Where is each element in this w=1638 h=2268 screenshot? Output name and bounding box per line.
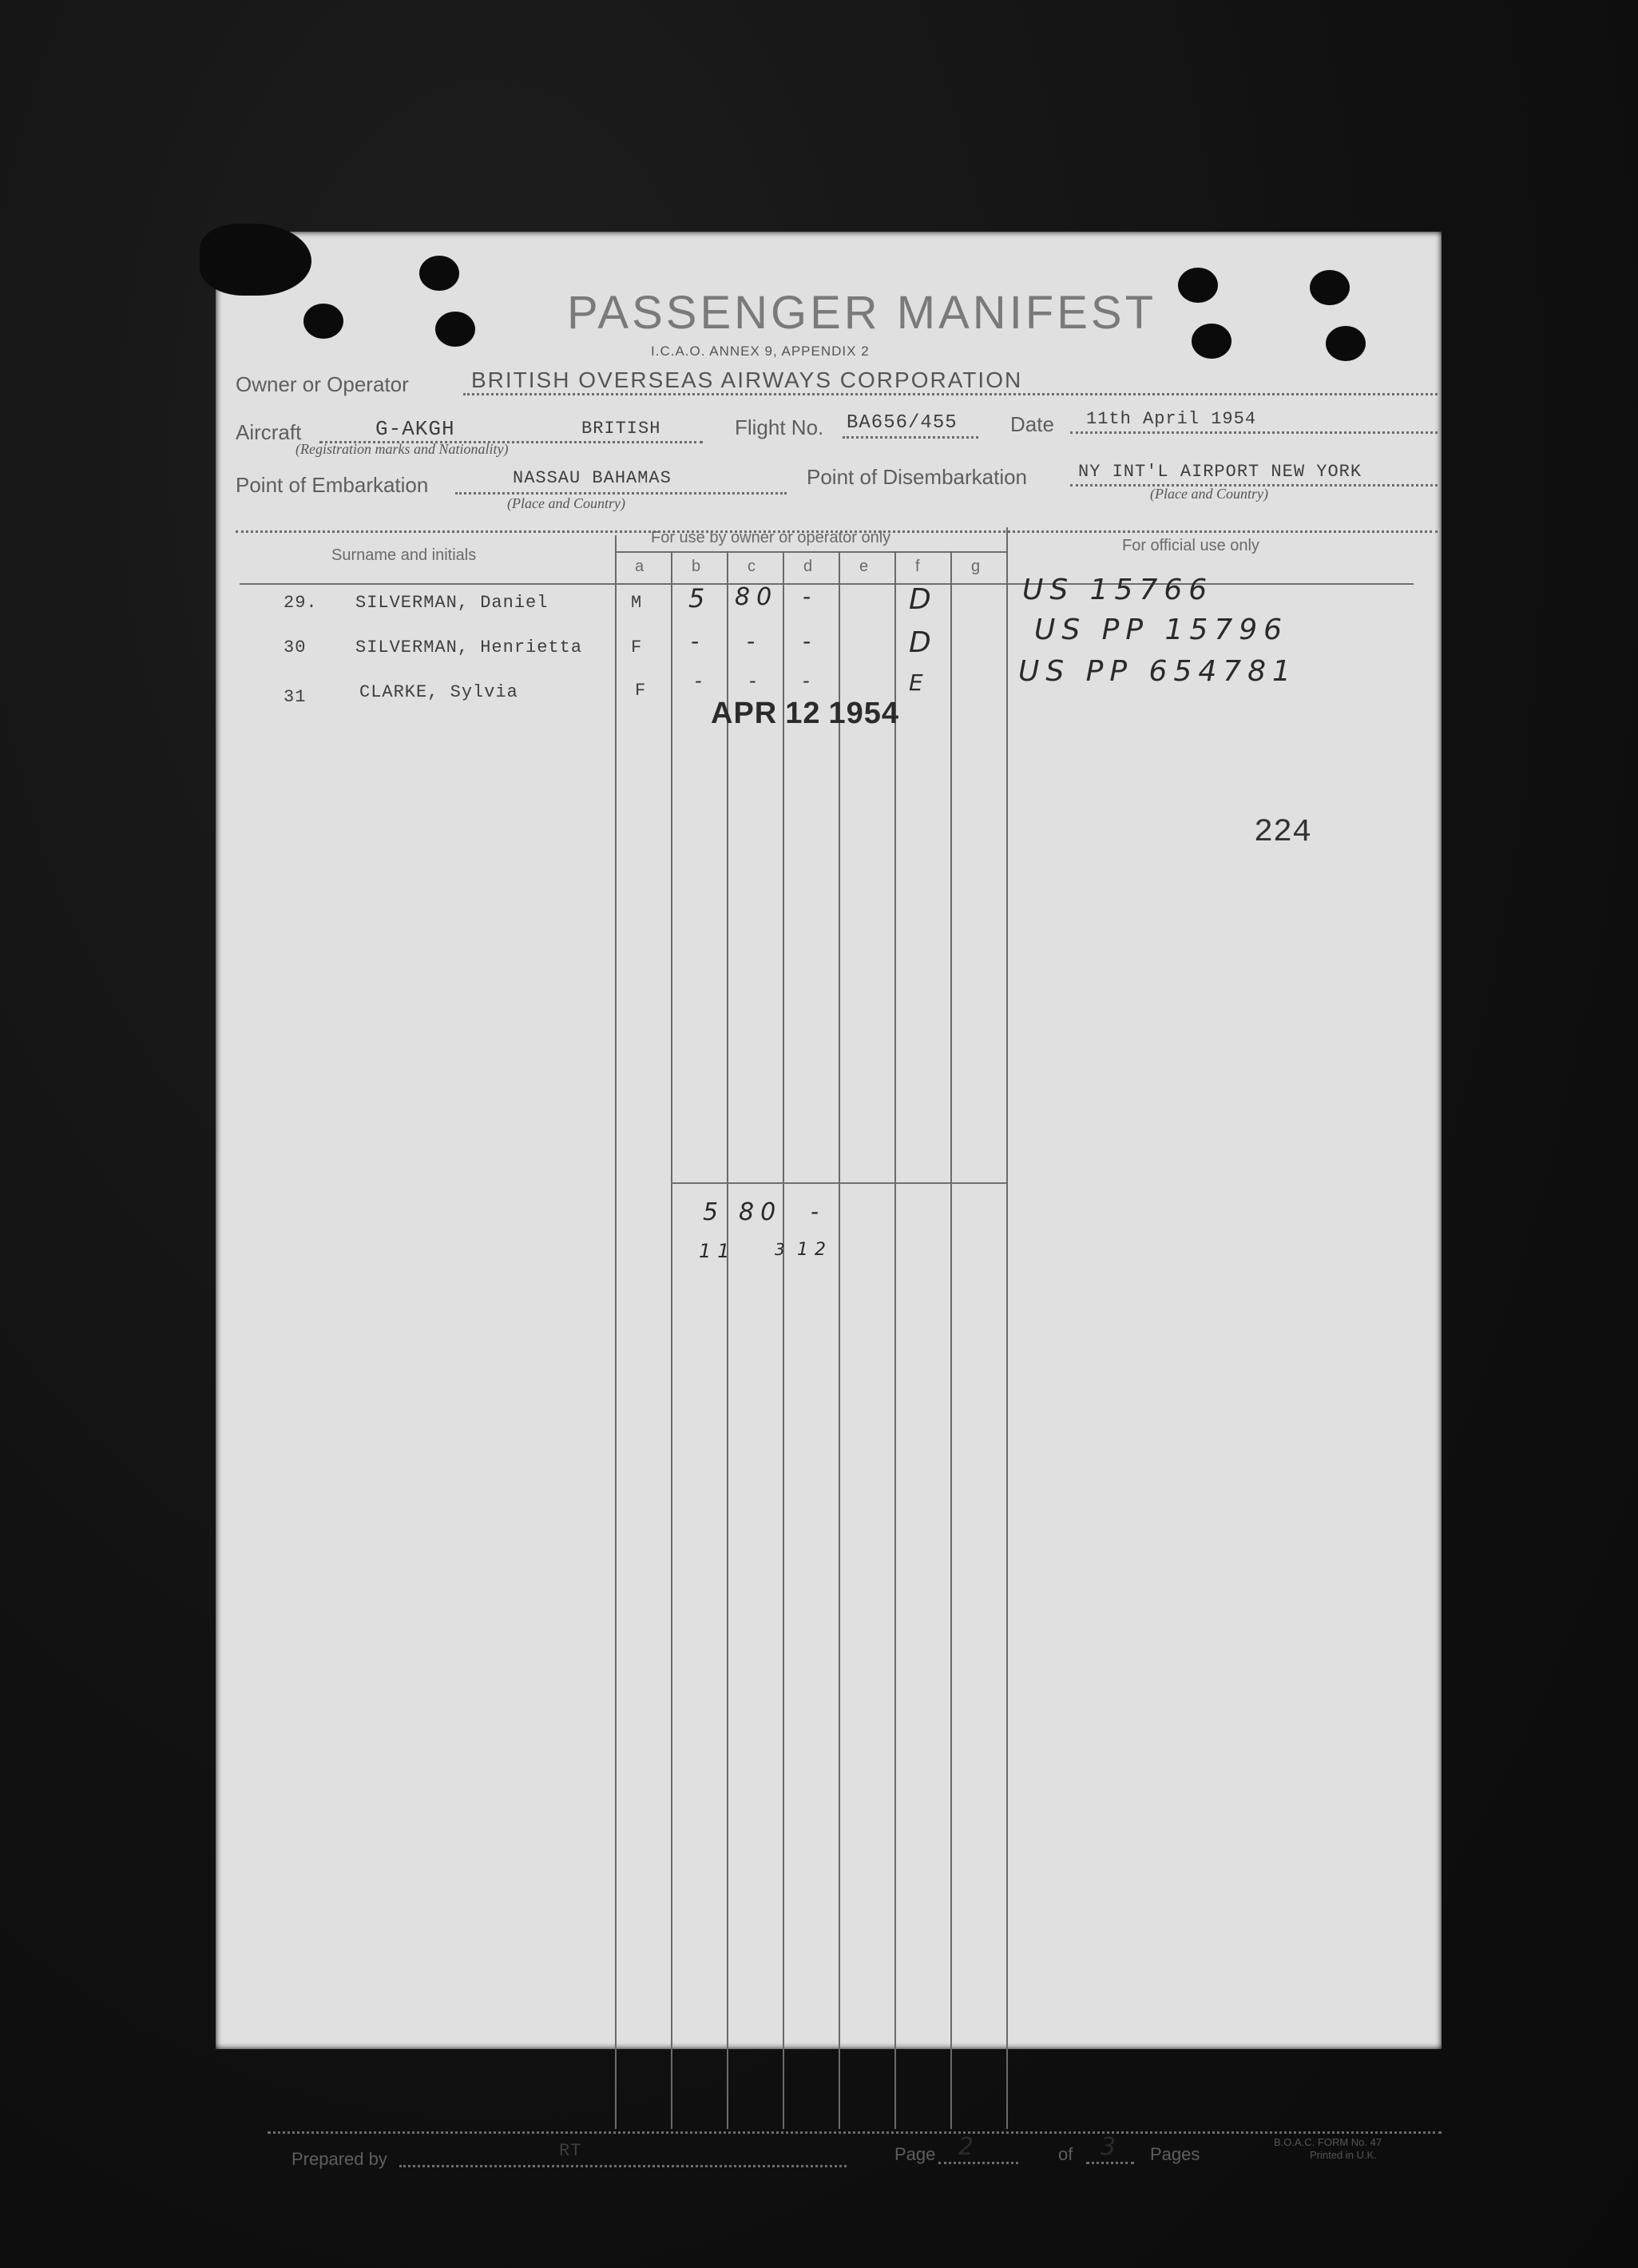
column-line xyxy=(894,551,896,2129)
footer-rule xyxy=(268,2131,1442,2134)
folio-number: 224 xyxy=(1254,815,1312,851)
prepared-by-label: Prepared by xyxy=(292,2149,387,2169)
punch-hole xyxy=(1310,270,1350,305)
disembarkation-label: Point of Disembarkation xyxy=(807,465,1028,489)
owner-use-header: For use by owner or operator only xyxy=(651,529,891,546)
of-label: of xyxy=(1058,2144,1073,2164)
page-label: Page xyxy=(894,2144,936,2164)
column-line xyxy=(615,535,617,2129)
aircraft-label: Aircraft xyxy=(236,420,302,444)
cell-f: D xyxy=(909,583,938,616)
owner-value: BRITISH OVERSEAS AIRWAYS CORPORATION xyxy=(471,367,1023,392)
total2-b: 11 xyxy=(699,1240,736,1262)
owner-label: Owner or Operator xyxy=(236,372,409,396)
col-letter-b: b xyxy=(692,558,701,575)
received-date-stamp xyxy=(711,697,907,731)
cell-b: 5 xyxy=(688,583,712,614)
page-title: PASSENGER MANIFEST xyxy=(567,287,1157,339)
col-letter-f: f xyxy=(915,558,920,575)
stamp-year: 1954 xyxy=(828,697,900,730)
column-line xyxy=(1006,527,1008,2129)
embarkation-label: Point of Embarkation xyxy=(236,473,429,497)
cell-a: M xyxy=(631,593,643,613)
row-number: 31 xyxy=(284,687,307,707)
passenger-name: SILVERMAN, Henrietta xyxy=(355,638,583,657)
cell-b: - xyxy=(691,628,706,654)
embarkation-rule xyxy=(455,492,787,495)
col-letter-e: e xyxy=(859,558,869,575)
form-number: B.O.A.C. FORM No. 47 xyxy=(1274,2136,1382,2148)
punch-hole xyxy=(303,304,343,339)
stamp-month: APR xyxy=(711,697,778,730)
cell-c: - xyxy=(749,669,763,692)
official-entry: US PP 654781 xyxy=(1018,655,1297,688)
flight-value: BA656/455 xyxy=(847,412,958,434)
manifest-sheet xyxy=(216,232,1442,2169)
punch-hole xyxy=(1178,268,1218,303)
date-value: 11th April 1954 xyxy=(1086,409,1257,429)
column-line xyxy=(727,551,728,2129)
col-letter-g: g xyxy=(971,558,981,575)
column-line xyxy=(671,551,672,2129)
of-value: 3 xyxy=(1101,2133,1123,2161)
aircraft-value: G-AKGH xyxy=(375,417,455,441)
cell-d: - xyxy=(803,583,818,610)
punch-hole xyxy=(419,256,459,291)
total2-c: 3 xyxy=(775,1240,791,1259)
pages-label: Pages xyxy=(1150,2144,1200,2164)
cell-c: 80 xyxy=(735,583,779,611)
passenger-name: SILVERMAN, Daniel xyxy=(355,593,549,613)
col-letter-a: a xyxy=(635,558,644,575)
nationality-value: BRITISH xyxy=(581,419,661,439)
cell-f: E xyxy=(909,669,930,696)
cell-d: - xyxy=(803,669,816,692)
aircraft-caption: (Registration marks and Nationality) xyxy=(295,441,509,457)
column-line xyxy=(783,551,784,2129)
header-bottom-rule xyxy=(240,583,1414,585)
owner-header-rule xyxy=(615,551,1006,553)
cell-f: D xyxy=(909,626,938,659)
prepared-by-rule xyxy=(399,2165,847,2167)
prepared-by-value: RT xyxy=(559,2141,582,2161)
punch-hole xyxy=(1192,324,1231,359)
official-use-header: For official use only xyxy=(1122,537,1259,554)
stamp-day: 12 xyxy=(785,697,821,730)
row-number: 30 xyxy=(284,638,307,657)
cell-a: F xyxy=(631,638,643,657)
col-letter-d: d xyxy=(803,558,813,575)
page-value: 2 xyxy=(958,2133,981,2161)
page-rule xyxy=(938,2162,1018,2164)
surname-header: Surname and initials xyxy=(331,546,477,564)
disembarkation-caption: (Place and Country) xyxy=(1150,486,1268,502)
of-rule xyxy=(1086,2162,1134,2164)
total-b: 5 xyxy=(703,1198,725,1226)
passenger-name: CLARKE, Sylvia xyxy=(359,682,518,702)
total-d: - xyxy=(811,1198,826,1225)
column-line xyxy=(950,551,952,2129)
flight-rule xyxy=(843,436,978,439)
embarkation-caption: (Place and Country) xyxy=(507,495,625,511)
column-line xyxy=(839,551,840,2129)
date-label: Date xyxy=(1010,412,1054,436)
embarkation-value: NASSAU BAHAMAS xyxy=(513,468,672,488)
col-letter-c: c xyxy=(748,558,756,575)
official-entry: US 15766 xyxy=(1022,574,1214,606)
disembarkation-value: NY INT'L AIRPORT NEW YORK xyxy=(1078,462,1362,482)
cell-c: - xyxy=(747,628,762,654)
cell-b: - xyxy=(695,669,708,692)
official-entry: US PP 15796 xyxy=(1034,614,1289,646)
printed-in: Printed in U.K. xyxy=(1310,2149,1377,2161)
flight-label: Flight No. xyxy=(735,415,824,439)
cell-d: - xyxy=(803,628,818,654)
total2-d: 12 xyxy=(797,1240,832,1260)
owner-rule xyxy=(463,393,1438,395)
punch-hole xyxy=(1326,326,1366,361)
torn-corner xyxy=(200,224,311,296)
cell-a: F xyxy=(635,681,647,701)
punch-hole xyxy=(435,312,475,347)
row-number: 29. xyxy=(284,593,318,613)
totals-rule xyxy=(671,1182,1006,1184)
form-subtitle: I.C.A.O. ANNEX 9, APPENDIX 2 xyxy=(651,344,870,359)
date-rule xyxy=(1070,431,1438,434)
total-c: 80 xyxy=(739,1198,783,1226)
